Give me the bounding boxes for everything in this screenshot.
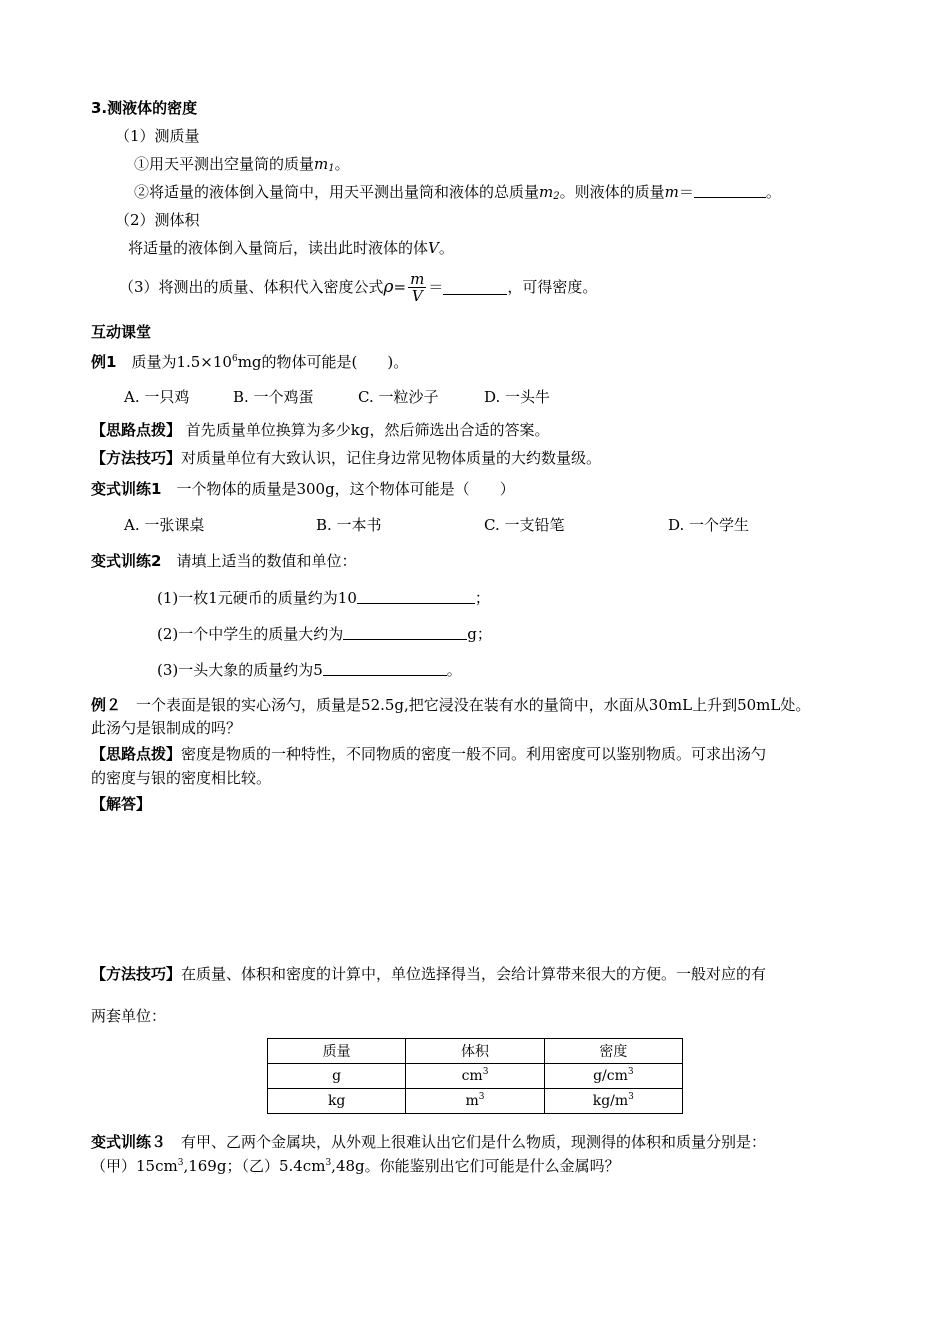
example-2-method-line-2: 两套单位： xyxy=(91,1007,167,1025)
example-1-method: 【方法技巧】对质量单位有大致认识，记住身边常见物体质量的大约数量级。 xyxy=(91,449,602,467)
unit-table xyxy=(267,1038,683,1114)
liquid-mass-blank[interactable] xyxy=(694,183,766,198)
cell-mass-unit: kg xyxy=(268,1089,406,1114)
answer-space[interactable] xyxy=(91,818,851,948)
variant-3-line-1: 变式训练３ 有甲、乙两个金属块，从外观上很难认出它们是什么物质，现测得的体积和质量分别是： xyxy=(91,1133,767,1151)
header-mass: 质量 xyxy=(268,1039,406,1064)
example-2-hint-line-1: 【思路点拨】密度是物质的一种特性，不同物质的密度一般不同。利用密度可以鉴别物质。可求出汤勺 xyxy=(91,745,767,763)
example-1-option-b[interactable]: B. 一个鸡蛋 xyxy=(233,388,314,406)
example-1-question: 例1 质量为$1.5\times 10^6mg$的物体可能是( )。 xyxy=(91,353,409,371)
density-blank[interactable] xyxy=(443,280,507,295)
variant-2-item-2: (2)一个中学生的质量大约为 g； xyxy=(157,625,492,643)
example-2-answer-label: 【解答】 xyxy=(91,795,152,813)
variant-2-item-1: (1)一枚1元硬币的质量约为10 ； xyxy=(157,589,490,607)
variant-2-question: 变式训练2 请填上适当的数值和单位： xyxy=(91,552,357,570)
header-volume: 体积 xyxy=(406,1039,544,1064)
elephant-mass-blank[interactable] xyxy=(323,661,447,676)
volume-step: 将适量的液体倒入量筒后，读出此时液体的体V。 xyxy=(128,239,454,257)
cell-mass-unit: g xyxy=(268,1064,406,1089)
coin-mass-blank[interactable] xyxy=(357,589,475,604)
example-1-option-c[interactable]: C. 一粒沙子 xyxy=(358,388,439,406)
subsection-mass-title: （1）测质量 xyxy=(115,127,200,145)
interactive-title: 互动课堂 xyxy=(91,323,152,341)
variant-1-option-d[interactable]: D. 一个学生 xyxy=(668,516,750,534)
variant-1-option-a[interactable]: A. 一张课桌 xyxy=(124,516,205,534)
example-1-option-d[interactable]: D. 一头牛 xyxy=(484,388,551,406)
mass-step-2: ②将适量的液体倒入量筒中，用天平测出量筒和液体的总质量$m_2$。则液体的质量m＝ 。 xyxy=(134,183,781,202)
density-formula-line: （3）将测出的质量、体积代入密度公式 ρ = $\frac{m}{V}$ ＝ ，可得密度。 xyxy=(119,269,598,305)
example-2-hint-line-2: 的密度与银的密度相比较。 xyxy=(91,769,272,787)
section-title: 3.测液体的密度 xyxy=(91,99,198,117)
student-mass-blank[interactable] xyxy=(343,625,467,640)
example-2-question-line-1: 例２ 一个表面是银的实心汤勺，质量是52.5g,把它浸没在装有水的量筒中，水面从30mL上升到50mL处。 xyxy=(91,696,811,714)
example-1-hint: 【思路点拨】 首先质量单位换算为多少kg，然后筛选出合适的答案。 xyxy=(91,421,550,439)
variant-3-line-2: （甲）$15cm^3,169g$；（乙）$5.4cm^3,48g$。你能鉴别出它们可能是什么金属吗？ xyxy=(91,1157,620,1175)
example-2-question-line-2: 此汤勺是银制成的吗？ xyxy=(91,719,242,737)
table-row xyxy=(268,1089,683,1114)
variant-1-option-c[interactable]: C. 一支铅笔 xyxy=(484,516,565,534)
header-density: 密度 xyxy=(544,1039,682,1064)
subsection-volume-title: （2）测体积 xyxy=(115,211,200,229)
table-row xyxy=(268,1064,683,1089)
cell-volume-unit: $cm^3$ xyxy=(406,1064,544,1089)
cell-density-unit: $kg/m^3$ xyxy=(544,1089,682,1114)
table-header-row xyxy=(268,1039,683,1064)
variant-1-question: 变式训练1 一个物体的质量是300g，这个物体可能是（ ） xyxy=(91,480,515,498)
cell-density-unit: $g/cm^3$ xyxy=(544,1064,682,1089)
example-2-method-line-1: 【方法技巧】在质量、体积和密度的计算中，单位选择得当，会给计算带来很大的方便。一般对应的有 xyxy=(91,965,767,983)
rho-symbol: ρ xyxy=(383,277,394,297)
density-fraction: $\frac{m}{V}$ xyxy=(410,269,425,305)
mass-step-1: ①用天平测出空量筒的质量$m_1$。 xyxy=(134,155,350,174)
example-1-option-a[interactable]: A. 一只鸡 xyxy=(124,388,190,406)
variant-2-item-3: (3)一头大象的质量约为5 。 xyxy=(157,661,462,679)
variant-1-option-b[interactable]: B. 一本书 xyxy=(316,516,382,534)
cell-volume-unit: $m^3$ xyxy=(406,1089,544,1114)
